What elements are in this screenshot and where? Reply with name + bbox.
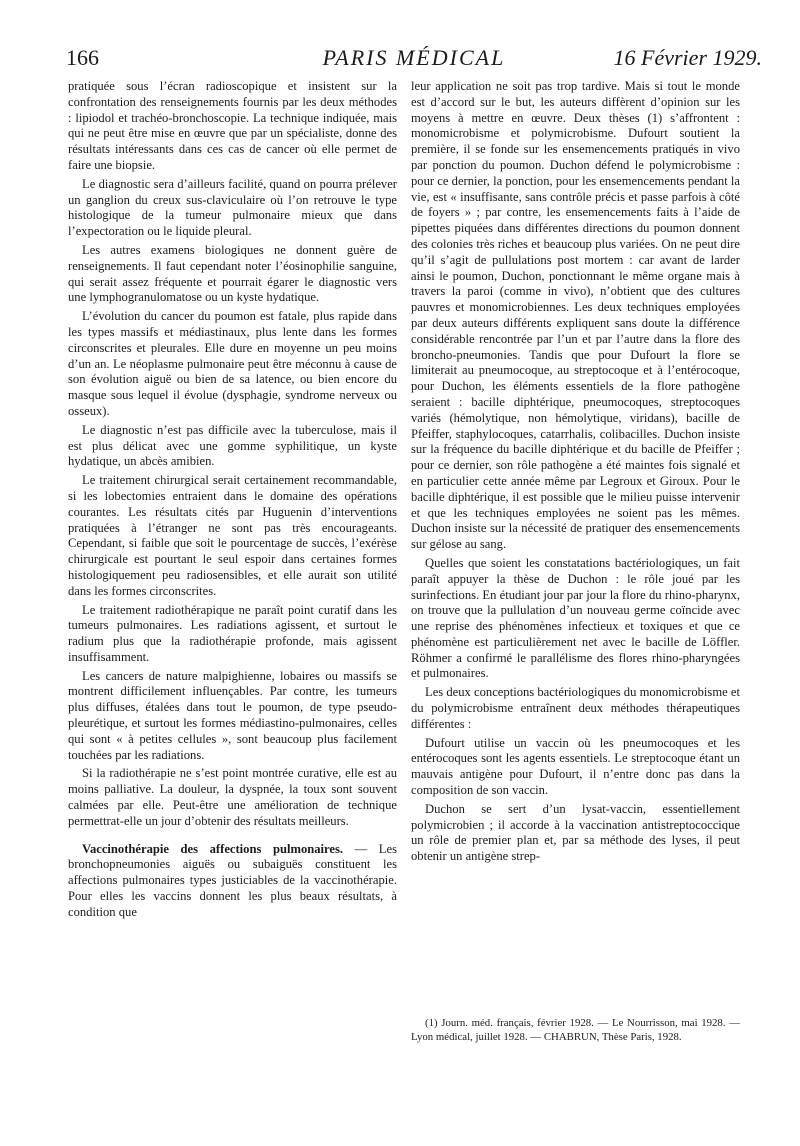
paragraph: Les autres examens biologiques ne donnent guère de renseignements. Il faut cependant noter l’éosinophilie sanguine, qui serait assez fréquente et pourrait égarer le diagnostic vers une lymphogranulomatose ou un kyste hydatique. bbox=[68, 242, 397, 305]
paragraph: Le diagnostic n’est pas difficile avec la tuberculose, mais il est plus délicat avec une gomme syphilitique, un kyste hydatique, un abcès amibien. bbox=[68, 422, 397, 469]
paragraph: Les cancers de nature malpighienne, lobaires ou massifs se montrent difficilement influençables. Par contre, les tumeurs plus diffuses, étalées dans tout le poumon, de type pseudo-pleurétique, et surtout les formes médiastino-pulmonaires, celles qui sont « à petites cellules », sont beaucoup plus facilement touchées par les radiations. bbox=[68, 668, 397, 762]
right-column bbox=[411, 79, 740, 868]
paragraph: Le traitement chirurgical serait certainement recommandable, si les lobectomies entraient dans le domaine des opérations courantes. Les résultats cités par Huguenin d’interventions pratiquées à l’étranger ne sont pas très encourageants. Cependant, si faible que soit le pourcentage de succès, l’exérèse chirurgicale est pourtant le seul espoir dans certaines formes histologiquement peu radiosensibles, et elle aurait son utilité dans les formes circonscrites. bbox=[68, 473, 397, 598]
paragraph: Les deux conceptions bactériologiques du monomicrobisme et du polymicrobisme entraînent deux méthodes thérapeutiques différentes : bbox=[411, 685, 740, 731]
section-title: Vaccinothérapie des affections pulmonaires. bbox=[82, 841, 344, 856]
paragraph: Quelles que soient les constatations bactériologiques, un fait paraît appuyer la thèse de Duchon : le rôle joué par les surinfections. En étudiant jour par jour la flore du rhino-pharynx, on trouve que la pullulation d’un nouveau germe coïncide avec une reprise des phénomènes infectieux et toxiques et que ce phénomène est particulièrement net avec le bacille de Löffler. Röhmer a confirmé le parallélisme des flores rhino-pharyngées et pulmonaires. bbox=[411, 555, 740, 681]
paragraph: Duchon se sert d’un lysat-vaccin, essentiellement polymicrobien ; il accorde à la vaccination antistreptococcique un rôle de premier plan et, par sa méthode des lyses, il peut obtenir un antigène strep- bbox=[411, 801, 740, 864]
paragraph: pratiquée sous l’écran radioscopique et insistent sur la confrontation des renseignements fournis par les deux méthodes : lipiodol et trachéo-bronchoscopie. La technique indiquée, mais qui ne peut être mise en œuvre que par un spécialiste, donne des résultats intéressants dans ces cas de cancer où elle permet de faire une biopsie. bbox=[68, 79, 397, 172]
journal-title: PARIS MÉDICAL bbox=[322, 45, 506, 70]
paragraph: Le diagnostic sera d’ailleurs facilité, quand on pourra prélever un ganglion du creux sus-claviculaire où l’on retrouve le type histologique de la tumeur pulmonaire mieux que dans l’expectoration ou le liquide pleural. bbox=[68, 176, 397, 239]
paragraph: Le traitement radiothérapique ne paraît point curatif dans les tumeurs pulmonaires. Les radiations agissent, et surtout le radium plus que la radiothérapie profonde, mais agissent insuffisamment. bbox=[68, 602, 397, 664]
footnote-text: (1) Journ. méd. français, février 1928. — Le Nourrisson, mai 1928. — Lyon médical, juillet 1928. — CHABRUN, Thèse Paris, 1928. bbox=[411, 1017, 740, 1043]
section-text: — Les bronchopneumonies aiguës ou subaiguës constituent les affections pulmonaires types justiciables de la vaccinothérapie. Pour elles les vaccins donnent les plus beaux résultats, à condition que bbox=[68, 841, 397, 919]
left-column bbox=[68, 79, 397, 924]
paragraph: leur application ne soit pas trop tardive. Mais si tout le monde est d’accord sur le but, les auteurs diffèrent d’opinion sur les moyens à mettre en œuvre. Deux thèses (1) s’affrontent : monomicrobisme et polymicrobisme. Dufourt soutient la première, il se fonde sur les ensemencements pratiqués in vivo par ponction du poumon. Duchon défend le polymicrobisme : pour ce dernier, la ponction, pour les ensemencements pendant la vie, est « insuffisante, sans contrôle précis et passe parfois à côté de foyers » ; par contre, les ensemencements faits à l’aide de pipettes piquées dans différentes directions du poumon donnent des colonies très riches et beaucoup plus variées. On ne peut dire qu’il s’agit de pullulations post mortem : car avant de larder ainsi le poumon, Duchon, ponctionnant le même organe mais à travers la paroi (comme in vivo), n’obtient que des cultures pauvres et monomicrobiennes. Les deux techniques employées par deux auteurs différents expliquent sans doute la différence considérable rencontrée par l’un et par l’autre dans la flore des broncho-pneumonies. Tandis que pour Dufourt la flore se limiterait au pneumocoque, au streptocoque et à l’entérocoque, pour Duchon, les éléments essentiels de la flore pathogène seraient : bacille diphtérique, pneumocoques, streptocoques variés (hémolytique, non hémolytique, viridans), bacille de Pfeiffer, staphylocoques, catarrhalis, colibacilles. Duchon insiste sur la fréquence du bacille diphtérique et du bacille de Pfeiffer ; pour ce dernier, son rôle pathogène a été maintes fois signalé et en particulier cette année même par Legroux et Giroux. Pour le bacille diphtérique, il est possible que le milieu puisse intervenir et que les techniques employées ne soient pas les mêmes. Duchon insiste sur la nécessité de pratiquer des ensemencements sur gélose au sang. bbox=[411, 79, 740, 552]
running-head bbox=[66, 44, 762, 72]
paragraph: Si la radiothérapie ne s’est point montrée curative, elle est au moins palliative. La douleur, la dyspnée, la toux sont souvent calmées par elle. Peut-être une amélioration de technique permettrat-elle un jour d’obtenir des résultats meilleurs. bbox=[68, 766, 397, 828]
paragraph: L’évolution du cancer du poumon est fatale, plus rapide dans les types massifs et médiastinaux, plus lente dans les formes circonscrites et pleurales. Elle dure en moyenne un peu moins d’un an. Le néoplasme pulmonaire peut être méconnu à cause de son évolution aiguë ou bien de sa latence, ou bien encore du masque sous lequel il évolue (dysphagie, syndrome nerveux ou osseux). bbox=[68, 309, 397, 418]
footnote bbox=[411, 1016, 740, 1044]
section-paragraph bbox=[68, 842, 397, 921]
issue-date: 16 Février 1929. bbox=[613, 45, 762, 70]
paragraph: Dufourt utilise un vaccin où les pneumocoques et les entérocoques sont les agents essentiels. Le streptocoque étant un mauvais antigène pour Dufourt, il n’entre donc pas dans la composition de son vaccin. bbox=[411, 735, 740, 798]
page-number: 166 bbox=[66, 45, 99, 70]
